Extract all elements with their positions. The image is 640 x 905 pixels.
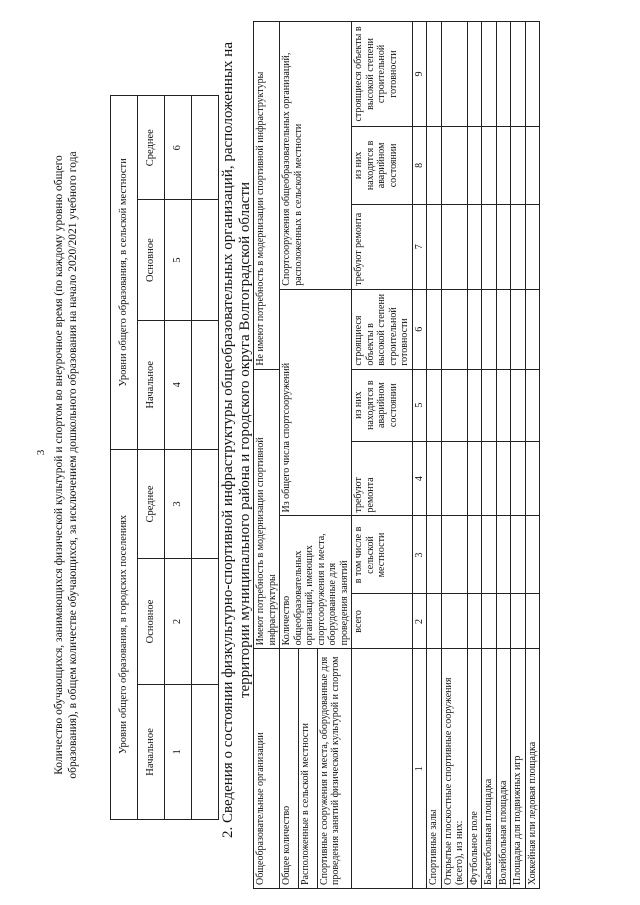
column-number: 1 [412, 649, 427, 889]
need-repair-header: требуют ремонта [352, 441, 413, 516]
level-header: Основное [138, 559, 165, 685]
column-number: 5 [412, 369, 427, 441]
rural-facilities-header: Спортсооружения общеобразовательных организаций, расположенных в сельской местности [280, 22, 352, 290]
data-cell [192, 449, 219, 558]
count-orgs-header: Количество общеобразовательных организаций, имеющих спортсооружения и места, оборудованные для проведения занятий [280, 516, 352, 649]
row-label: Баскетбольная площадка [482, 649, 497, 889]
row-label: Расположенные в сельской местности [298, 649, 317, 889]
group-urban-header: Уровни общего образования, в городских поселениях [111, 449, 138, 819]
empty-cell [352, 649, 413, 889]
column-number: 2 [165, 559, 192, 685]
column-number: 3 [412, 516, 427, 594]
no-need-modern-header: Не имеют потребность в модернизации спортивной инфраструктуры [254, 22, 280, 370]
column-number: 9 [412, 22, 427, 127]
column-number: 6 [412, 289, 427, 369]
column-number: 6 [165, 96, 192, 200]
org-header: Общеобразовательные организации [254, 649, 280, 889]
data-cell [192, 320, 219, 449]
under-construction-header: строящиеся объекты в высокой степени строительной готовности [352, 22, 413, 127]
column-number: 4 [165, 320, 192, 449]
data-cell [192, 559, 219, 685]
section2-title: 2. Сведения о состоянии физкультурно-спортивной инфраструктуры общеобразовательных организаций, расположенных на территории муниципального района и городского округа Волгоградской области [220, 42, 253, 838]
column-number: 7 [412, 204, 427, 289]
row-label: Общее количество [280, 649, 299, 889]
incl-rural-header: в том числе в сельской местности [352, 516, 413, 594]
section1-title: Количество обучающихся, занимающихся физической культурой и спортом во внеурочное время (по каждому уровню общего образования), в общем количестве обучающихся, за исключением дошкольного образования на начало 2020/2021 учебного года [53, 151, 79, 779]
of-total-header: Из общего числа спортсооружений [280, 289, 352, 516]
column-number: 1 [165, 684, 192, 819]
under-construction-header: строящиеся объекты в высокой степени строительной готовности [352, 289, 413, 369]
data-cell [192, 684, 219, 819]
row-label: Футбольное поле [467, 649, 482, 889]
level-header: Среднее [138, 96, 165, 200]
emergency-header: из них находятся в аварийном состоянии [352, 126, 413, 204]
column-number: 5 [165, 200, 192, 320]
column-number: 8 [412, 126, 427, 204]
level-header: Начальное [138, 684, 165, 819]
row-label: Волейбольная площадка [496, 649, 511, 889]
infrastructure-table [253, 21, 540, 889]
row-label: Открытые плоскостные спортивные сооружения (всего), из них: [441, 649, 467, 889]
group-rural-header: Уровни общего образования, в сельской местности [111, 96, 138, 450]
data-cell [192, 96, 219, 200]
row-label: Спортивные сооружения и места, оборудованные для проведения занятий физической культурой и спортом [317, 649, 351, 889]
level-header: Начальное [138, 320, 165, 449]
row-label: Спортивные залы [427, 649, 442, 889]
row-label: Хоккейная или ледовая площадка [525, 649, 540, 889]
need-modern-header: Имеют потребность в модернизации спортивной инфраструктуры [254, 369, 280, 649]
row-label: Площадка для подвижных игр [511, 649, 526, 889]
column-number: 3 [165, 449, 192, 558]
total-header: всего [352, 594, 413, 649]
level-header: Основное [138, 200, 165, 320]
students-table [110, 95, 219, 820]
column-number: 2 [412, 594, 427, 649]
need-repair-header: требуют ремонта [352, 204, 413, 289]
data-cell [192, 200, 219, 320]
emergency-header: из них находятся в аварийном состоянии [352, 369, 413, 441]
page-number: 3 [35, 449, 47, 456]
level-header: Среднее [138, 449, 165, 558]
column-number: 4 [412, 441, 427, 516]
